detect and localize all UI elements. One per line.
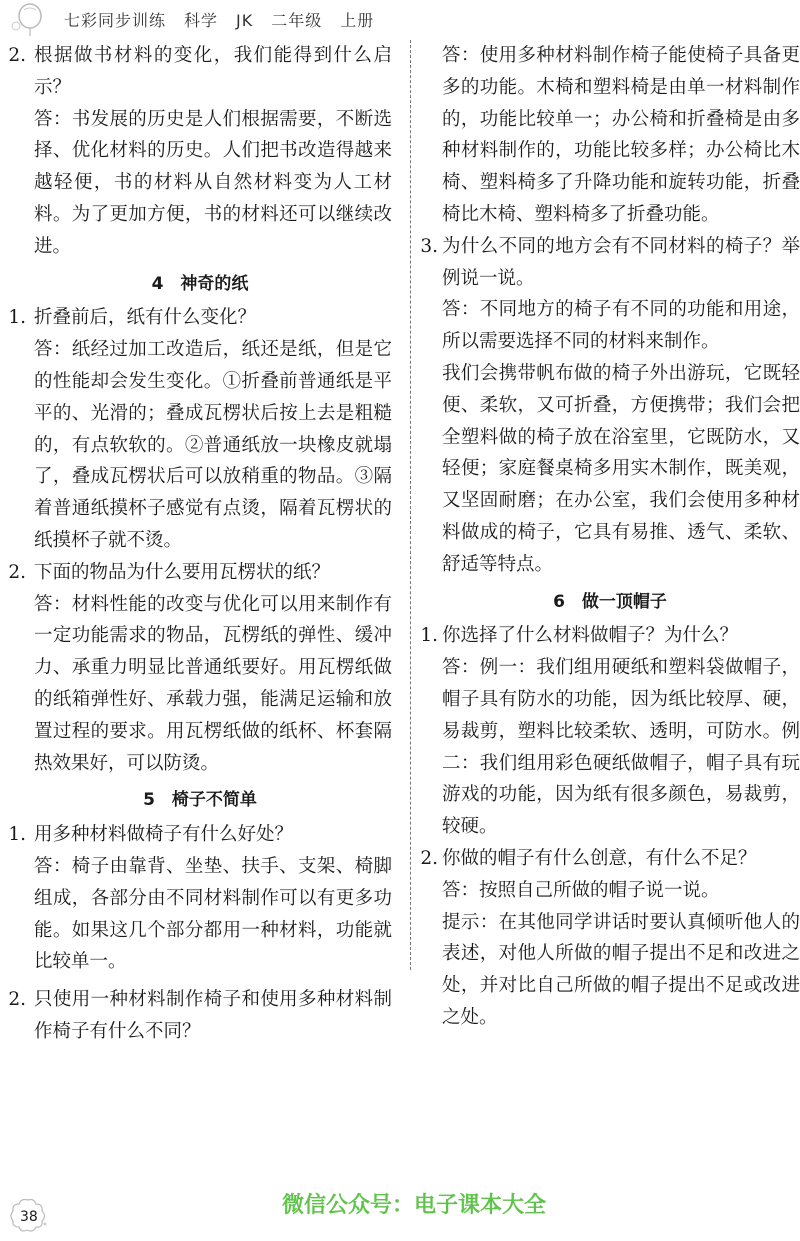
question-item xyxy=(0,819,400,851)
question-item xyxy=(0,40,400,104)
question-text: 你做的帽子有什么创意，有什么不足？ xyxy=(442,847,757,869)
answer-text: 答：不同地方的椅子有不同的功能和用途，所以需要选择不同的材料来制作。 xyxy=(442,299,800,353)
column-divider xyxy=(410,40,411,970)
question-text: 根据做书材料的变化，我们能得到什么启示？ xyxy=(34,45,392,98)
page-number-badge xyxy=(8,1196,48,1234)
question-number: 1. xyxy=(8,307,26,329)
answer-text: 答：按照自己所做的帽子说一说。 xyxy=(442,879,720,901)
question-item xyxy=(0,302,400,334)
answer-text: 答：书发展的历史是人们根据需要，不断选择、优化材料的历史。人们把书改造得越来越轻便，书的材料从自然材料变为人工材料。为了更加方便，书的材料还可以继续改进。 xyxy=(34,108,392,257)
header-title xyxy=(64,8,392,31)
question-item xyxy=(0,557,400,589)
question-number: 1. xyxy=(420,625,438,647)
question-number: 3. xyxy=(420,235,438,257)
question-number: 2. xyxy=(420,847,438,869)
question-item xyxy=(420,620,800,652)
answer-text: 答：材料性能的改变与优化可以用来制作有一定功能需求的物品，瓦楞纸的弹性、缓冲力、承重力明显比普通纸要好。用瓦楞纸做的纸箱弹性好、承载力强，能满足运输和放置过程的要求。用瓦楞纸做的纸杯、杯套隔热效果好，可以防烫。 xyxy=(34,593,392,774)
header-grade: 二年级 xyxy=(271,11,323,30)
section-title-6: 6 做一顶帽子 xyxy=(553,591,667,612)
answer-text-example: 我们会携带帆布做的椅子外出游玩，它既轻便、柔软，又可折叠，方便携带；我们会把全塑料做的椅子放在浴室里，它既防水，又轻便；家庭餐桌椅多用实木制作，既美观，又坚固耐磨；在办公室，我们会使用多种材料做成的椅子，它具有易推、透气、柔软、舒适等特点。 xyxy=(442,362,800,575)
question-item xyxy=(420,231,800,295)
question-text: 折叠前后，纸有什么变化？ xyxy=(34,307,257,329)
header-series: 七彩同步训练 xyxy=(64,11,167,30)
page-number: 38 xyxy=(20,1209,38,1225)
right-column xyxy=(420,40,800,1034)
section-title-4: 4 神奇的纸 xyxy=(151,273,249,294)
question-number: 1. xyxy=(8,824,26,846)
balloon-logo-icon xyxy=(8,2,48,38)
answer-text: 答：纸经过加工改造后，纸还是纸，但是它的性能却会发生变化。①折叠前普通纸是平平的、光滑的；叠成瓦楞状后按上去是粗糙的，有点软软的。②普通纸放一块橡皮就塌了，叠成瓦楞状后可以放稍重的物品。③隔着普通纸摸杯子感觉有点烫，隔着瓦楞状的纸摸杯子就不烫。 xyxy=(34,339,392,551)
question-item xyxy=(420,843,800,875)
answer-text: 答：使用多种材料制作椅子能使椅子具备更多的功能。木椅和塑料椅是由单一材料制作的，功能比较单一；办公椅和折叠椅是由多种材料制作的，功能比较多样；办公椅比木椅、塑料椅多了升降功能和旋转功能，折叠椅比木椅、塑料椅多了折叠功能。 xyxy=(442,45,800,225)
header-subject: 科学 xyxy=(184,11,219,30)
question-text: 下面的物品为什么要用瓦楞状的纸？ xyxy=(34,561,331,583)
question-text: 只使用一种材料制作椅子和使用多种材料制作椅子有什么不同？ xyxy=(34,989,392,1042)
header-term: 上册 xyxy=(340,11,375,30)
question-number: 2. xyxy=(8,45,26,66)
header-edition: JK xyxy=(236,11,254,30)
hint-text: 提示：在其他同学讲话时要认真倾听他人的表述，对他人所做的帽子提出不足和改进之处，并对比自己所做的帽子提出不足或改进之处。 xyxy=(442,911,800,1028)
question-text: 为什么不同的地方会有不同材料的椅子？举例说一说。 xyxy=(442,235,800,289)
left-column xyxy=(0,40,400,1048)
answer-text: 答：椅子由靠背、坐垫、扶手、支架、椅脚组成，各部分由不同材料制作可以有更多功能。如果这几个部分都用一种材料，功能就比较单一。 xyxy=(34,855,392,973)
question-text: 你选择了什么材料做帽子？为什么？ xyxy=(442,625,739,647)
question-number: 2. xyxy=(8,561,26,583)
section-title-5: 5 椅子不简单 xyxy=(143,790,257,811)
watermark-text: 微信公众号：电子课本大全 xyxy=(282,1193,547,1218)
question-number: 2. xyxy=(8,989,26,1011)
question-item xyxy=(0,984,400,1048)
answer-text: 答：例一：我们组用硬纸和塑料袋做帽子，帽子具有防水的功能，因为纸比较厚、硬，易裁剪，塑料比较柔软、透明，可防水。例二：我们组用彩色硬纸做帽子，帽子具有玩游戏的功能，因为纸有很多颜色，易裁剪，较硬。 xyxy=(442,657,800,838)
page-header xyxy=(0,0,800,40)
question-text: 用多种材料做椅子有什么好处？ xyxy=(34,824,294,846)
